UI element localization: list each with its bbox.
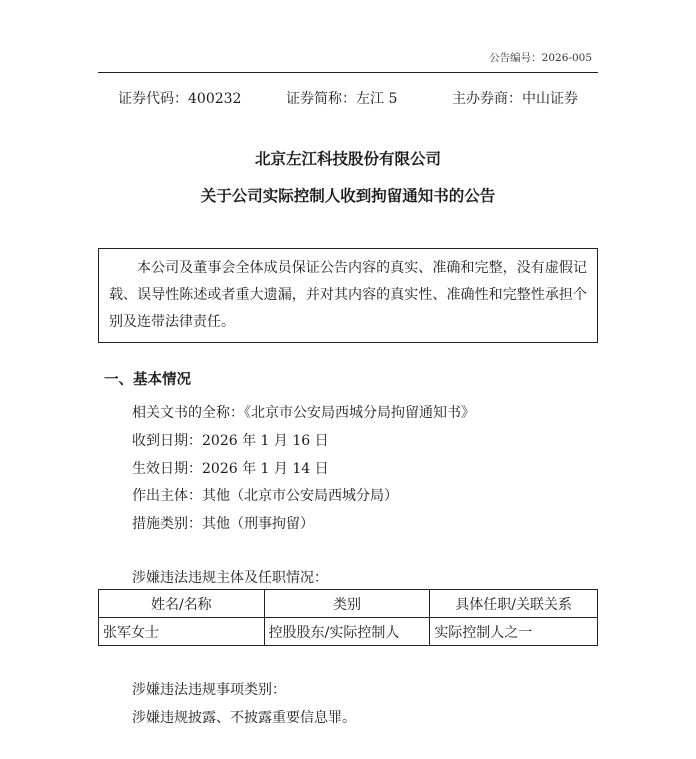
document-full-name: 相关文书的全称：《北京市公安局西城分局拘留通知书》	[132, 405, 475, 421]
table-header-cell: 姓名/名称	[99, 590, 265, 618]
violation-category-label: 涉嫌违法违规事项类别：	[132, 682, 286, 698]
table-header-cell: 具体任职/关联关系	[430, 590, 598, 618]
table-cell: 实际控制人之一	[430, 618, 598, 646]
announcement-title: 关于公司实际控制人收到拘留通知书的公告	[200, 186, 496, 205]
table-row	[99, 618, 598, 646]
sponsor-broker: 主办券商：中山证券	[452, 91, 578, 107]
table-cell: 张军女士	[99, 618, 265, 646]
subject-table	[98, 589, 598, 646]
table-cell: 控股股东/实际控制人	[264, 618, 430, 646]
security-short-name: 证券简称：左江 5	[286, 91, 398, 107]
section-heading-basic-info: 一、基本情况	[104, 371, 191, 388]
header-divider	[98, 72, 598, 73]
table-header-row	[99, 590, 598, 618]
table-header-cell: 类别	[264, 590, 430, 618]
received-date: 收到日期：2026 年 1 月 16 日	[132, 433, 329, 449]
violation-category-text: 涉嫌违规披露、不披露重要信息罪。	[132, 710, 356, 726]
effective-date: 生效日期：2026 年 1 月 14 日	[132, 461, 329, 477]
issuing-authority: 作出主体：其他（北京市公安局西城分局）	[132, 488, 398, 504]
security-code: 证券代码：400232	[118, 91, 242, 107]
measure-type: 措施类别：其他（刑事拘留）	[132, 516, 314, 532]
company-name: 北京左江科技股份有限公司	[254, 149, 441, 168]
disclaimer-box: 本公司及董事会全体成员保证公告内容的真实、准确和完整，没有虚假记载、误导性陈述或者重大遗漏，并对其内容的真实性、准确性和完整性承担个别及连带法律责任。	[98, 248, 598, 343]
announcement-number: 公告编号：2026-005	[489, 52, 592, 64]
table-caption: 涉嫌违法违规主体及任职情况：	[132, 570, 328, 586]
